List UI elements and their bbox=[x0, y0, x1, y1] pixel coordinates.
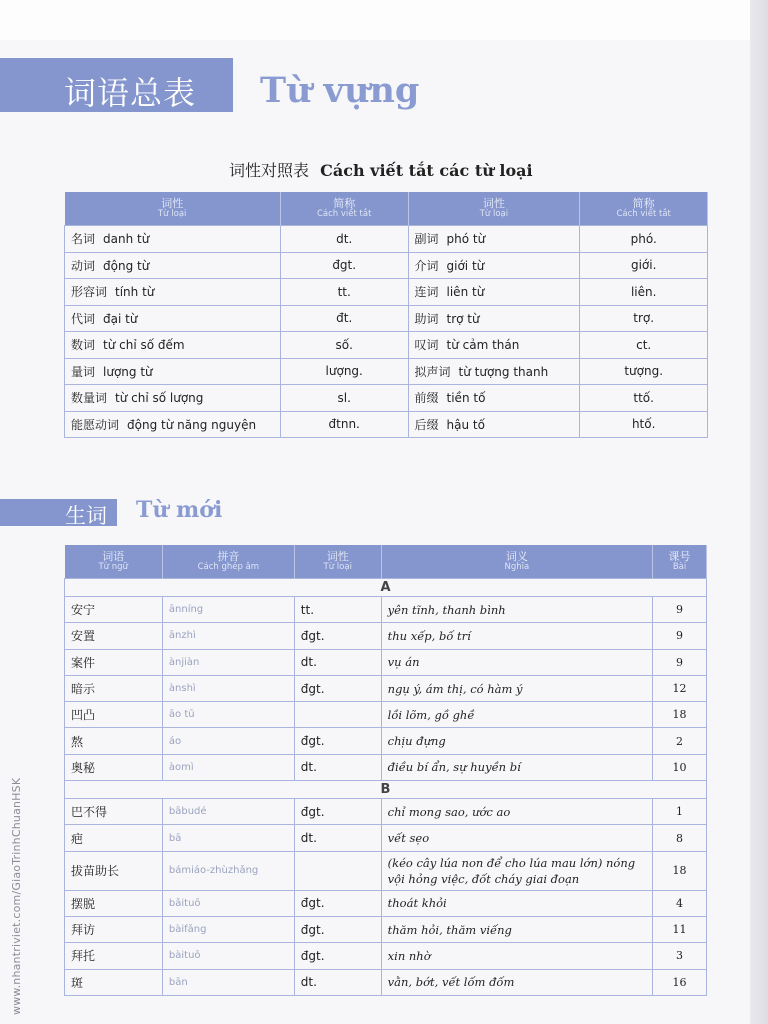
vocab-pos: đgt. bbox=[294, 890, 381, 916]
vocab-pos: dt. bbox=[294, 825, 381, 851]
pos-header-cell: 简称 Cách viết tắt bbox=[580, 192, 708, 226]
pos-name-vi: tính từ bbox=[115, 285, 155, 300]
pos-name-cell bbox=[65, 279, 281, 306]
pos-name-zh: 形容词 bbox=[71, 285, 108, 300]
vocab-word: 巴不得 bbox=[65, 799, 163, 825]
pos-name-zh: 介词 bbox=[414, 258, 439, 273]
pos-abbreviation-table bbox=[64, 192, 708, 438]
vocab-pinyin: āo tū bbox=[162, 702, 294, 728]
pos-name-vi: từ cảm thán bbox=[446, 338, 520, 353]
pos-abbr-cell: phó. bbox=[580, 226, 708, 253]
vocab-pos: đgt. bbox=[294, 799, 381, 825]
vocab-row bbox=[65, 851, 707, 890]
vocab-word: 拜托 bbox=[65, 943, 163, 969]
pos-abbr-cell: sl. bbox=[280, 385, 408, 412]
pos-name-vi: từ chỉ số lượng bbox=[115, 391, 204, 406]
pos-name-cell bbox=[408, 332, 580, 359]
pos-name-vi: từ chỉ số đếm bbox=[103, 338, 185, 353]
vocab-meaning: vằn, bớt, vết lốm đốm bbox=[381, 969, 652, 995]
pos-name-vi: giới từ bbox=[446, 258, 485, 273]
vocab-pos bbox=[294, 851, 381, 890]
vocab-meaning: thăm hỏi, thăm viếng bbox=[381, 916, 652, 942]
pos-name-vi: từ tượng thanh bbox=[458, 364, 549, 379]
pos-name-vi: hậu tố bbox=[446, 417, 485, 432]
vocab-title-vi: Từ mới bbox=[136, 497, 223, 523]
pos-name-cell bbox=[408, 411, 580, 438]
pos-name-zh: 副词 bbox=[414, 232, 439, 247]
vocab-pos: đgt. bbox=[294, 623, 381, 649]
vocab-lesson: 18 bbox=[653, 851, 707, 890]
vocab-pos: tt. bbox=[294, 597, 381, 623]
vocab-pinyin: bā bbox=[162, 825, 294, 851]
pos-abbr-cell: đt. bbox=[280, 305, 408, 332]
vocab-pinyin: áo bbox=[162, 728, 294, 754]
vocab-pinyin: ànshì bbox=[162, 675, 294, 701]
vocab-header-cell: 课号 Bài bbox=[653, 545, 707, 579]
vocab-pinyin: bámiáo-zhùzhǎng bbox=[162, 851, 294, 890]
vocab-header-cell: 词语 Từ ngữ bbox=[65, 545, 163, 579]
vocab-row bbox=[65, 754, 707, 780]
pos-name-zh: 动词 bbox=[71, 258, 96, 273]
pos-name-cell bbox=[65, 385, 281, 412]
pos-name-cell bbox=[408, 385, 580, 412]
pos-abbr-cell: trợ. bbox=[580, 305, 708, 332]
vocab-word: 奥秘 bbox=[65, 754, 163, 780]
vocab-word: 斑 bbox=[65, 969, 163, 995]
pos-name-cell bbox=[408, 226, 580, 253]
vocab-word: 安置 bbox=[65, 623, 163, 649]
vocab-word: 疤 bbox=[65, 825, 163, 851]
pos-title-vi: Cách viết tắt các từ loại bbox=[320, 161, 533, 180]
pos-name-vi: phó từ bbox=[446, 232, 486, 247]
vocab-pinyin: ānníng bbox=[162, 597, 294, 623]
pos-name-vi: trợ từ bbox=[446, 311, 480, 326]
vocab-lesson: 9 bbox=[653, 649, 707, 675]
pos-name-zh: 后缀 bbox=[414, 417, 439, 432]
pos-name-zh: 叹词 bbox=[414, 338, 439, 353]
pos-name-vi: lượng từ bbox=[103, 364, 153, 379]
vocab-pinyin: bābudé bbox=[162, 799, 294, 825]
pos-title-zh: 词性对照表 bbox=[229, 161, 310, 180]
pos-name-cell bbox=[65, 358, 281, 385]
vocab-lesson: 8 bbox=[653, 825, 707, 851]
vocab-header-cell: 词义 Nghĩa bbox=[381, 545, 652, 579]
vocab-row bbox=[65, 623, 707, 649]
vocab-pos: dt. bbox=[294, 969, 381, 995]
vocab-row bbox=[65, 969, 707, 995]
vocab-pos: dt. bbox=[294, 754, 381, 780]
vocab-word: 凹凸 bbox=[65, 702, 163, 728]
pos-abbr-cell: tt. bbox=[280, 279, 408, 306]
vocab-header-cell: 拼音 Cách ghép âm bbox=[162, 545, 294, 579]
pos-name-vi: đại từ bbox=[103, 311, 138, 326]
vocab-header-cell: 词性 Từ loại bbox=[294, 545, 381, 579]
pos-abbr-cell: liên. bbox=[580, 279, 708, 306]
pos-name-vi: động từ bbox=[103, 258, 150, 273]
vocab-meaning: xin nhờ bbox=[381, 943, 652, 969]
vocab-meaning: thu xếp, bố trí bbox=[381, 623, 652, 649]
pos-abbr-cell: ttố. bbox=[580, 385, 708, 412]
page-top-margin bbox=[0, 0, 750, 40]
pos-name-zh: 前缀 bbox=[414, 391, 439, 406]
vocab-pinyin: ànjiàn bbox=[162, 649, 294, 675]
vocab-lesson: 16 bbox=[653, 969, 707, 995]
letter-divider-row bbox=[65, 579, 707, 597]
vocab-pos: đgt. bbox=[294, 728, 381, 754]
vocabulary-table bbox=[64, 545, 707, 996]
vocab-lesson: 9 bbox=[653, 597, 707, 623]
vocab-meaning: điều bí ẩn, sự huyền bí bbox=[381, 754, 652, 780]
vocab-meaning: thoát khỏi bbox=[381, 890, 652, 916]
pos-name-zh: 数词 bbox=[71, 338, 96, 353]
vocab-row bbox=[65, 702, 707, 728]
vocab-pinyin: bàifǎng bbox=[162, 916, 294, 942]
pos-name-cell bbox=[65, 226, 281, 253]
pos-name-vi: động từ năng nguyện bbox=[127, 417, 257, 432]
vocab-word: 案件 bbox=[65, 649, 163, 675]
vocab-meaning: lồi lõm, gồ ghề bbox=[381, 702, 652, 728]
vocab-row bbox=[65, 943, 707, 969]
pos-name-zh: 代词 bbox=[71, 311, 96, 326]
pos-abbr-cell: giới. bbox=[580, 252, 708, 279]
letter-divider: A bbox=[65, 579, 707, 597]
pos-name-cell bbox=[65, 305, 281, 332]
vocab-lesson: 1 bbox=[653, 799, 707, 825]
pos-table-row bbox=[65, 279, 708, 306]
vocab-pinyin: bǎituō bbox=[162, 890, 294, 916]
vocab-pos bbox=[294, 702, 381, 728]
pos-abbr-cell: dt. bbox=[280, 226, 408, 253]
pos-name-zh: 能愿动词 bbox=[71, 417, 120, 432]
pos-name-cell bbox=[65, 252, 281, 279]
pos-name-vi: tiền tố bbox=[446, 391, 486, 406]
pos-name-zh: 拟声词 bbox=[414, 364, 451, 379]
vocab-meaning: vết sẹo bbox=[381, 825, 652, 851]
vocab-meaning: yên tĩnh, thanh bình bbox=[381, 597, 652, 623]
vocab-lesson: 2 bbox=[653, 728, 707, 754]
pos-name-cell bbox=[408, 252, 580, 279]
pos-table-header-row bbox=[65, 192, 708, 226]
vocab-row bbox=[65, 675, 707, 701]
vocab-lesson: 12 bbox=[653, 675, 707, 701]
vocab-lesson: 18 bbox=[653, 702, 707, 728]
side-url: www.nhantriviet.com/GiaoTrinhChuanHSK bbox=[10, 777, 23, 1015]
vocab-row bbox=[65, 916, 707, 942]
vocab-meaning: chịu đựng bbox=[381, 728, 652, 754]
pos-header-cell: 词性 Từ loại bbox=[408, 192, 580, 226]
vocab-word: 拔苗助长 bbox=[65, 851, 163, 890]
vocab-pinyin: bān bbox=[162, 969, 294, 995]
pos-header-cell: 词性 Từ loại bbox=[65, 192, 281, 226]
vocab-pinyin: bàituō bbox=[162, 943, 294, 969]
letter-divider: B bbox=[65, 781, 707, 799]
vocab-pos: đgt. bbox=[294, 675, 381, 701]
vocab-word: 拜访 bbox=[65, 916, 163, 942]
pos-table-row bbox=[65, 226, 708, 253]
vocab-lesson: 11 bbox=[653, 916, 707, 942]
pos-table-row bbox=[65, 358, 708, 385]
pos-abbr-cell: đtnn. bbox=[280, 411, 408, 438]
vocab-pinyin: àomì bbox=[162, 754, 294, 780]
pos-name-cell bbox=[65, 332, 281, 359]
pos-name-cell bbox=[408, 279, 580, 306]
header-title-zh: 词语总表 bbox=[64, 74, 197, 112]
pos-abbr-cell: số. bbox=[280, 332, 408, 359]
page-edge bbox=[750, 0, 768, 1024]
vocab-row bbox=[65, 799, 707, 825]
pos-table-row bbox=[65, 411, 708, 438]
vocab-row bbox=[65, 890, 707, 916]
vocab-title-zh: 生词 bbox=[65, 504, 107, 528]
header-band bbox=[0, 58, 233, 112]
pos-table-row bbox=[65, 332, 708, 359]
pos-table-row bbox=[65, 305, 708, 332]
pos-table-row bbox=[65, 252, 708, 279]
pos-abbr-cell: đgt. bbox=[280, 252, 408, 279]
vocab-lesson: 9 bbox=[653, 623, 707, 649]
vocab-row bbox=[65, 728, 707, 754]
pos-header-cell: 简称 Cách viết tắt bbox=[280, 192, 408, 226]
vocab-word: 摆脱 bbox=[65, 890, 163, 916]
vocab-row bbox=[65, 825, 707, 851]
vocab-row bbox=[65, 649, 707, 675]
pos-name-zh: 数量词 bbox=[71, 391, 108, 406]
vocab-pos: đgt. bbox=[294, 943, 381, 969]
pos-abbr-cell: htố. bbox=[580, 411, 708, 438]
vocab-band bbox=[0, 499, 117, 526]
pos-name-zh: 名词 bbox=[71, 232, 96, 247]
vocab-table-header-row bbox=[65, 545, 707, 579]
pos-name-zh: 助词 bbox=[414, 311, 439, 326]
letter-divider-row bbox=[65, 781, 707, 799]
vocab-word: 安宁 bbox=[65, 597, 163, 623]
vocab-meaning: vụ án bbox=[381, 649, 652, 675]
pos-name-vi: liên từ bbox=[446, 285, 485, 300]
pos-name-vi: danh từ bbox=[103, 232, 150, 247]
vocab-meaning: ngụ ý, ám thị, có hàm ý bbox=[381, 675, 652, 701]
vocab-pos: dt. bbox=[294, 649, 381, 675]
pos-name-cell bbox=[65, 411, 281, 438]
vocab-lesson: 3 bbox=[653, 943, 707, 969]
vocab-lesson: 4 bbox=[653, 890, 707, 916]
vocab-row bbox=[65, 597, 707, 623]
vocab-word: 暗示 bbox=[65, 675, 163, 701]
vocab-meaning: (kéo cây lúa non để cho lúa mau lớn) nóng vội hỏng việc, đốt cháy giai đoạn bbox=[381, 851, 652, 890]
vocab-pinyin: ānzhì bbox=[162, 623, 294, 649]
pos-name-zh: 连词 bbox=[414, 285, 439, 300]
pos-name-cell bbox=[408, 358, 580, 385]
vocab-meaning: chỉ mong sao, ước ao bbox=[381, 799, 652, 825]
vocab-pos: đgt. bbox=[294, 916, 381, 942]
pos-table-row bbox=[65, 385, 708, 412]
pos-abbr-cell: tượng. bbox=[580, 358, 708, 385]
pos-abbr-cell: ct. bbox=[580, 332, 708, 359]
vocab-word: 熬 bbox=[65, 728, 163, 754]
pos-abbr-cell: lượng. bbox=[280, 358, 408, 385]
vocab-lesson: 10 bbox=[653, 754, 707, 780]
header-title-vi: Từ vựng bbox=[260, 70, 420, 111]
pos-name-zh: 量词 bbox=[71, 364, 96, 379]
pos-name-cell bbox=[408, 305, 580, 332]
pos-table-title bbox=[229, 158, 533, 181]
